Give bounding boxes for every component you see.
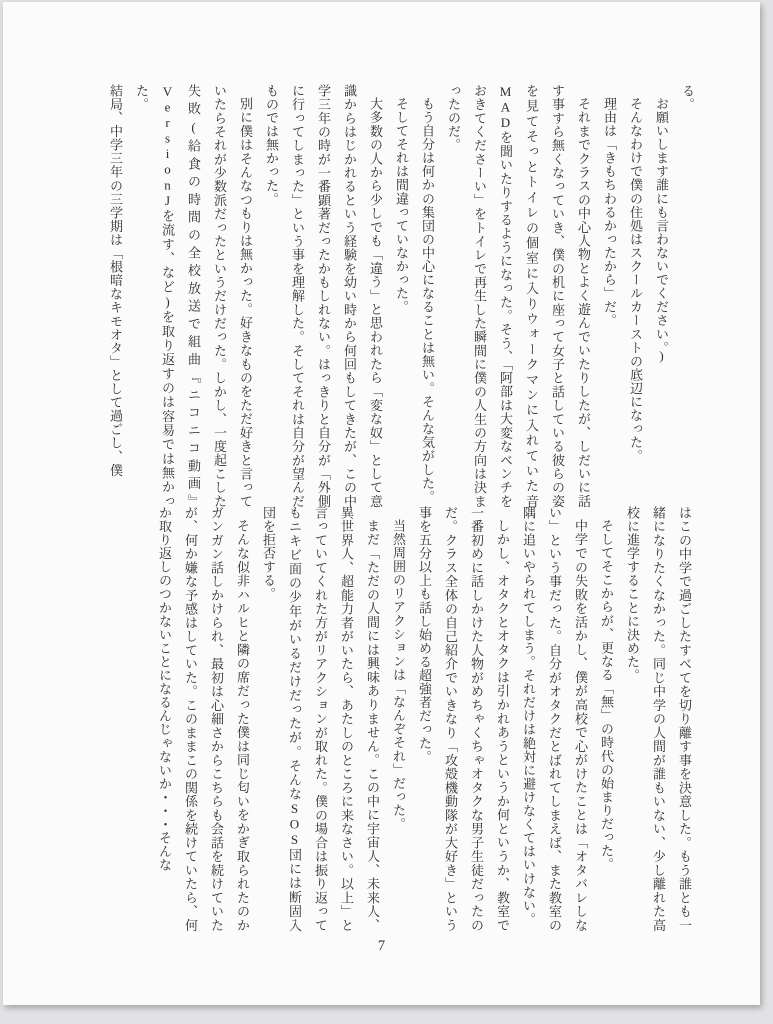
page-number: 7 [377,938,386,954]
paragraph: まだ「ただの人間には興味ありません。この中に宇宙人、未来人、異世界人、超能力者がいたら、あたしのところに来なさい。以上」と言っていてくれた方がリアクションが取れた。僕の場合は振り返ってもニキビ面の少年がいるだけだったが。そんなSOS団には断固入団を拒否する。 [261,506,380,932]
paragraph: 中学での失敗を活かし、僕が高校で心がけたことは「オタバレしない」という事だった。自分がオタクだとばれてしまえば、また教室の隅に追いやられてしまう。それだけは絶対に避けなくてはいけない。 [521,506,588,932]
text-block-top [102,84,700,508]
paragraph: そんなわけで僕の住処はスクールカーストの底辺になった。 [628,97,643,463]
paragraph: 大多数の人から少しでも「違う」と思われたら「変な奴」として意識からはじかれるという経験を幼い時から何回もしてきたが、この中学三年の時が一番顕著だったかもしれない。はっきりと自分が「外側に行ってしまった」という事を理解した。そしてそれは自分が望んだものでは無かった。 [264,84,383,508]
paragraph: そしてそこからが、更なる「無」の時代の始まりだった。 [599,519,614,872]
paragraph: しかし、オタクとオタクは引かれあうというか何というか、教室で一番初めに話しかけた人物がめちゃくちゃオタクな男子生徒だったのだ。クラス全体の自己紹介でいきなり「攻殻機動隊が大好き」という事を五分以上も話し始める超強者だった。 [417,506,510,932]
paragraph: お願いします誰にも言わないでください。) [654,97,669,364]
paragraph: 理由は「きもちわるかったから」だ。 [602,97,617,328]
paragraph: 別に僕はそんなつもりは無かった。好きなものをただ好きと言っていたらそれが少数派だったというだけだった。しかし、一度起こした失敗(給食の時間の全校放送で組曲『ニコニコ動画』VersionJを流す、など)を取り返すのは容易では無かった。 [134,84,253,508]
paragraph: る。 [680,84,695,112]
paragraph: もう自分は何かの集団の中心になることは無い。そんな気がした。 [420,97,435,504]
text-block-bottom [151,506,697,932]
paragraph: それまでクラスの中心人物とよく遊んでいたりしたが、しだいに話す事すら無くなっていき、僕の机に座って女子と話している彼らの姿を見てそっとトイレの個室に入りウォークマンに入れていた音MADを聞いたりするようになった。そう、「阿部は大変なベンチをおきてくださーい」をトイレで再生した瞬間に僕の人生の方向は決まったのだ。 [446,84,591,508]
page-sheet [3,2,760,1005]
paragraph: そしてそれは間違っていなかった。 [394,97,409,314]
paragraph: はこの中学で過ごしたすべてを切り離す事を決意した。もう誰とも一緒になりたくなかった。同じ中学の人間が誰もいない、少し離れた高校に進学することに決めた。 [625,506,692,932]
paragraph: 当然周囲のリアクションは「なんぞそれ」だった。 [391,519,406,831]
paragraph: そんな似非ハルヒと隣の席だった僕は同じ匂いをかぎ取られたのかガンガン話しかけられ、最初は心細さからこちらも会話を続けていたが、何か嫌な予感はしていた。このままこの関係を続けていたら、何か取り返しのつかないことになるんじゃないか・・・そんな [157,506,250,932]
paragraph: 結局、中学三年の三学期は「根暗なキモオタ」として過ごし、僕 [108,84,123,477]
